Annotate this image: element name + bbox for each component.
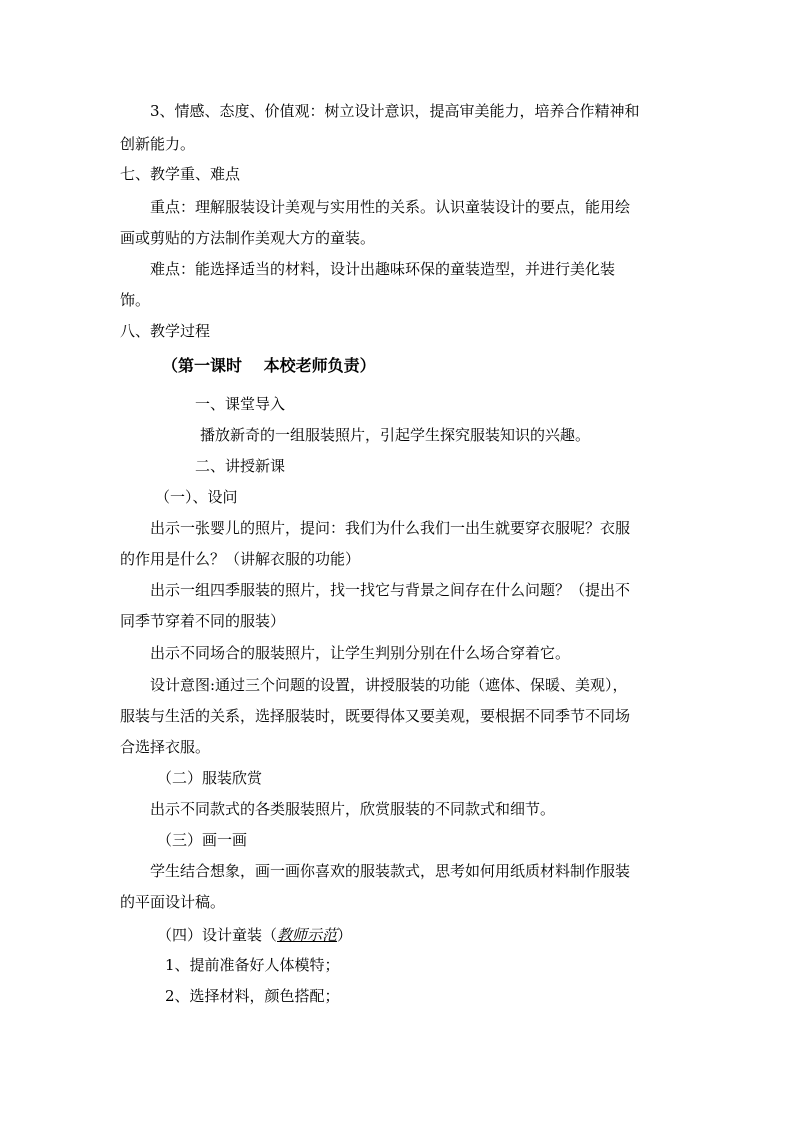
text-line: 出示一张婴儿的照片，提问：我们为什么我们一出生就要穿衣服呢？衣服 bbox=[150, 519, 631, 537]
text-line: 学生结合想象，画一画你喜欢的服装款式，思考如何用纸质材料制作服装 bbox=[150, 862, 631, 880]
subsection-heading: （一）、设问 bbox=[155, 488, 238, 506]
subsection-heading bbox=[157, 925, 352, 945]
text-line: 创新能力。 bbox=[120, 135, 196, 153]
text-line: 重点：理解服装设计美观与实用性的关系。认识童装设计的要点，能用绘 bbox=[150, 198, 631, 216]
section-heading: 七、教学重、难点 bbox=[120, 165, 241, 183]
text-line: 画或剪贴的方法制作美观大方的童装。 bbox=[120, 229, 376, 247]
subsection-heading: 一、课堂导入 bbox=[195, 395, 286, 413]
heading-text: （四）设计童装（ bbox=[157, 926, 278, 944]
text-line: 合选择衣服。 bbox=[120, 738, 211, 756]
subsection-heading: （二）服装欣赏 bbox=[157, 769, 263, 787]
text-line: 同季节穿着不同的服装） bbox=[120, 612, 286, 630]
closing-paren: ） bbox=[337, 926, 353, 944]
subsection-heading: （三）画一画 bbox=[157, 831, 248, 849]
text-line: 3、情感、态度、价值观：树立设计意识，提高审美能力，培养合作精神和 bbox=[150, 102, 640, 120]
teacher-demo-note: 教师示范 bbox=[277, 926, 338, 944]
text-line: 出示不同场合的服装照片，让学生判别分别在什么场合穿着它。 bbox=[150, 644, 571, 662]
text-line: 出示不同款式的各类服装照片，欣赏服装的不同款式和细节。 bbox=[150, 800, 556, 818]
text-line: 服装与生活的关系，选择服装时，既要得体又要美观，要根据不同季节不同场 bbox=[120, 707, 631, 725]
text-line: 的平面设计稿。 bbox=[120, 893, 226, 911]
subsection-heading: 二、讲授新课 bbox=[195, 457, 286, 475]
text-line: 难点：能选择适当的材料，设计出趣味环保的童装造型，并进行美化装 bbox=[150, 260, 616, 278]
text-line: 的作用是什么？（讲解衣服的功能） bbox=[120, 550, 361, 568]
list-item: 1、提前准备好人体模特； bbox=[165, 956, 340, 974]
text-line: 出示一组四季服装的照片，找一找它与背景之间存在什么问题？（提出不 bbox=[150, 581, 631, 599]
section-heading: 八、教学过程 bbox=[120, 322, 211, 340]
text-line: 饰。 bbox=[120, 291, 151, 309]
list-item: 2、选择材料，颜色搭配； bbox=[165, 987, 340, 1005]
text-line: 设计意图:通过三个问题的设置，讲授服装的功能（遮体、保暖、美观）， bbox=[150, 676, 628, 694]
text-line: 播放新奇的一组服装照片，引起学生探究服装知识的兴趣。 bbox=[200, 426, 591, 444]
lesson-title: （第一课时 本校老师负责） bbox=[162, 356, 376, 375]
